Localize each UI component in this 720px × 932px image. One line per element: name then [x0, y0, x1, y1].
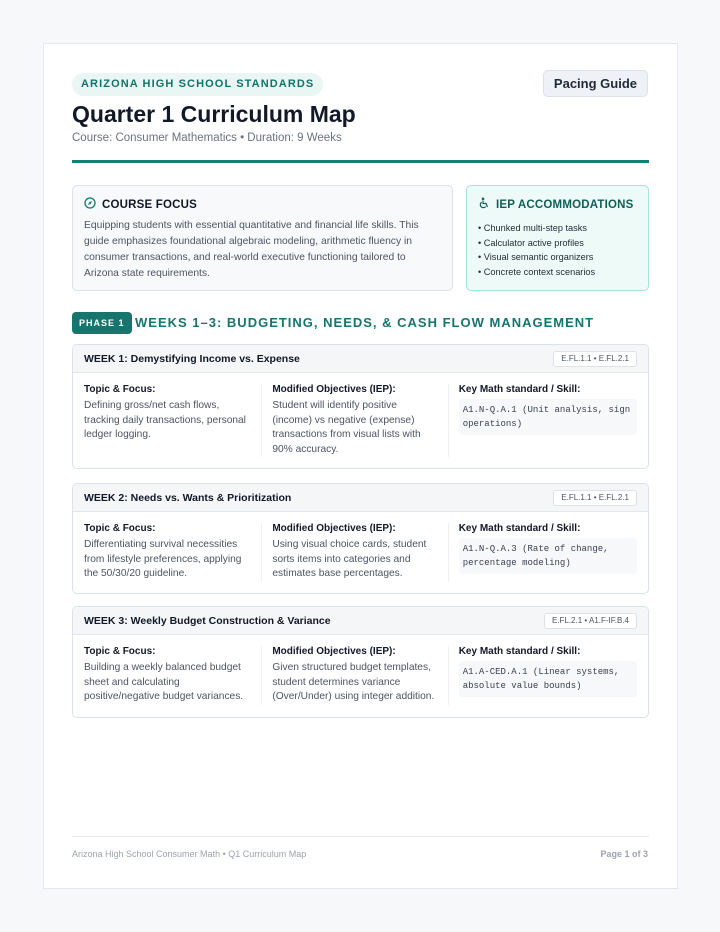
objective-text: Student will identify positive (income) vs negative (expense) transactions from visual lists with 90% accuracy.	[272, 400, 421, 455]
course-focus-header	[84, 197, 441, 212]
week-title: WEEK 1: Demystifying Income vs. Expense	[84, 352, 300, 365]
curriculum-page	[43, 43, 678, 889]
topic-label: Topic & Focus:	[84, 646, 156, 657]
week-header	[73, 607, 648, 635]
page-title: Quarter 1 Curriculum Map	[72, 101, 356, 127]
week-header	[73, 345, 648, 373]
header-divider	[72, 160, 649, 163]
list-item: • Calculator active profiles	[478, 237, 584, 248]
topic-text: Differentiating survival necessities from lifestyle preferences, applying the 50/30/20 guideline.	[84, 539, 242, 580]
week-header	[73, 484, 648, 512]
list-item: • Concrete context scenarios	[478, 266, 596, 277]
course-focus-title: COURSE FOCUS	[102, 198, 198, 211]
week-body	[73, 635, 648, 705]
week-card	[72, 483, 649, 594]
course-focus-box	[72, 185, 453, 291]
iep-header	[478, 197, 637, 212]
list-item: • Visual semantic organizers	[478, 252, 594, 263]
objective-label: Modified Objectives (IEP):	[272, 646, 396, 657]
footer-caption: Arizona High School Consumer Math • Q1 Curriculum Map	[72, 849, 307, 859]
week-card	[72, 344, 649, 469]
topic-text: Defining gross/net cash flows, tracking daily transactions, personal ledger logging.	[84, 400, 246, 441]
standard-column	[449, 646, 637, 705]
topic-column	[84, 523, 261, 582]
standards-tag: E.FL.1.1 • E.FL.2.1	[553, 351, 637, 367]
standards-tag: E.FL.1.1 • E.FL.2.1	[553, 490, 637, 506]
standard-column	[449, 384, 637, 457]
iep-title: IEP ACCOMMODATIONS	[496, 198, 634, 211]
compass-icon	[84, 197, 96, 212]
objective-label: Modified Objectives (IEP):	[272, 384, 396, 395]
objective-column	[261, 384, 448, 457]
standard-code: A1.N-Q.A.1 (Unit analysis, sign operations)	[459, 399, 637, 435]
objective-column	[261, 523, 448, 582]
iep-list	[478, 221, 637, 279]
topic-label: Topic & Focus:	[84, 523, 156, 534]
topic-column	[84, 384, 261, 457]
iep-accommodations-box	[466, 185, 649, 291]
phase-title: WEEKS 1–3: BUDGETING, NEEDS, & CASH FLOW MANAGEMENT	[135, 315, 595, 330]
objective-text: Given structured budget templates, student determines variance (Over/Under) using integer addition.	[272, 662, 435, 703]
page-subtitle: Course: Consumer Mathematics • Duration: 9 Weeks	[72, 132, 342, 144]
topic-label: Topic & Focus:	[84, 384, 156, 395]
phase-badge: PHASE 1	[72, 312, 132, 334]
standards-tag: E.FL.2.1 • A1.F-IF.B.4	[544, 613, 637, 629]
footer-divider	[72, 836, 649, 837]
standard-label: Key Math standard / Skill:	[458, 646, 581, 657]
pacing-guide-badge[interactable]: Pacing Guide	[543, 70, 648, 97]
topic-column	[84, 646, 261, 705]
week-title: WEEK 3: Weekly Budget Construction & Variance	[84, 614, 331, 627]
week-body	[73, 512, 648, 582]
list-item: • Chunked multi-step tasks	[478, 223, 587, 233]
week-title: WEEK 2: Needs vs. Wants & Prioritization	[84, 491, 292, 504]
standard-column	[449, 523, 637, 582]
page-number: Page 1 of 3	[600, 849, 648, 859]
objective-label: Modified Objectives (IEP):	[272, 523, 396, 534]
accessibility-icon	[478, 197, 490, 212]
objective-text: Using visual choice cards, student sorts items into categories and estimates base percentages.	[272, 539, 427, 580]
week-body	[73, 373, 648, 457]
state-standards-badge: ARIZONA HIGH SCHOOL STANDARDS	[72, 73, 323, 96]
standard-label: Key Math standard / Skill:	[458, 523, 581, 534]
standard-label: Key Math standard / Skill:	[458, 384, 581, 395]
objective-column	[261, 646, 448, 705]
week-card	[72, 606, 649, 718]
standard-code: A1.N-Q.A.3 (Rate of change, percentage modeling)	[459, 538, 637, 574]
course-focus-text: Equipping students with essential quantitative and financial life skills. This guide emphasizes foundational algebraic modeling, arithmetic fluency in consumer transactions, and real-world executive functioning tailored to Arizona state requirements.	[84, 220, 419, 279]
topic-text: Building a weekly balanced budget sheet and calculating positive/negative budget variances.	[84, 662, 244, 703]
standard-code: A1.A-CED.A.1 (Linear systems, absolute value bounds)	[459, 661, 637, 697]
